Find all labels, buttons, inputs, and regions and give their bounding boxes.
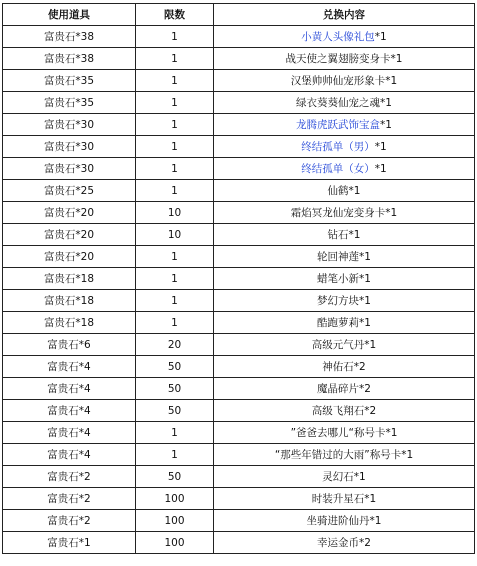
table-header-row <box>3 4 475 26</box>
limit-cell: 1 <box>136 48 214 70</box>
table-row <box>3 532 475 554</box>
table-row <box>3 422 475 444</box>
table-row <box>3 158 475 180</box>
table-row <box>3 400 475 422</box>
item-cell: 富贵石*30 <box>3 158 136 180</box>
reward-cell <box>214 136 475 158</box>
limit-cell: 1 <box>136 444 214 466</box>
reward-quantity: *1 <box>374 141 387 153</box>
limit-cell: 1 <box>136 114 214 136</box>
item-cell: 富贵石*30 <box>3 114 136 136</box>
reward-quantity: *1 <box>374 163 387 175</box>
table-row <box>3 70 475 92</box>
limit-cell: 1 <box>136 158 214 180</box>
table-row <box>3 488 475 510</box>
reward-cell: 幸运金币*2 <box>214 532 475 554</box>
table-row <box>3 356 475 378</box>
limit-cell: 1 <box>136 70 214 92</box>
limit-cell: 50 <box>136 400 214 422</box>
reward-cell: 仙鹤*1 <box>214 180 475 202</box>
table-row <box>3 92 475 114</box>
item-cell: 富贵石*18 <box>3 290 136 312</box>
item-cell: 富贵石*18 <box>3 268 136 290</box>
reward-cell: 高级元气丹*1 <box>214 334 475 356</box>
limit-cell: 1 <box>136 180 214 202</box>
reward-cell: 霜焰冥龙仙宠变身卡*1 <box>214 202 475 224</box>
reward-link[interactable]: 龙腾虎跃武饰宝盒 <box>296 119 381 131</box>
reward-quantity: *1 <box>380 119 392 131</box>
table-row <box>3 444 475 466</box>
item-cell: 富贵石*4 <box>3 378 136 400</box>
item-cell: 富贵石*2 <box>3 466 136 488</box>
reward-cell: 梦幻方块*1 <box>214 290 475 312</box>
item-cell: 富贵石*4 <box>3 444 136 466</box>
table-row <box>3 312 475 334</box>
limit-cell: 1 <box>136 246 214 268</box>
item-cell: 富贵石*4 <box>3 422 136 444</box>
table-row <box>3 180 475 202</box>
exchange-table <box>2 3 475 554</box>
item-cell: 富贵石*20 <box>3 224 136 246</box>
header-limit: 限数 <box>136 4 214 26</box>
table-row <box>3 224 475 246</box>
limit-cell: 1 <box>136 92 214 114</box>
reward-cell: 神佑石*2 <box>214 356 475 378</box>
item-cell: 富贵石*35 <box>3 70 136 92</box>
table-row <box>3 202 475 224</box>
item-cell: 富贵石*2 <box>3 488 136 510</box>
item-cell: 富贵石*4 <box>3 356 136 378</box>
reward-quantity: *1 <box>374 31 387 43</box>
reward-cell: 高级飞翔石*2 <box>214 400 475 422</box>
limit-cell: 1 <box>136 312 214 334</box>
table-row <box>3 510 475 532</box>
header-item: 使用道具 <box>3 4 136 26</box>
limit-cell: 50 <box>136 466 214 488</box>
item-cell: 富贵石*20 <box>3 246 136 268</box>
table-row <box>3 26 475 48</box>
reward-cell: 坐骑进阶仙丹*1 <box>214 510 475 532</box>
reward-cell: 汉堡帅帅仙宠形象卡*1 <box>214 70 475 92</box>
reward-cell: 蜡笔小新*1 <box>214 268 475 290</box>
table-body <box>3 26 475 554</box>
table-row <box>3 114 475 136</box>
limit-cell: 1 <box>136 422 214 444</box>
item-cell: 富贵石*25 <box>3 180 136 202</box>
reward-cell: 酷跑萝莉*1 <box>214 312 475 334</box>
limit-cell: 10 <box>136 202 214 224</box>
reward-cell: 灵幻石*1 <box>214 466 475 488</box>
reward-cell <box>214 158 475 180</box>
reward-cell <box>214 26 475 48</box>
item-cell: 富贵石*6 <box>3 334 136 356</box>
table-row <box>3 466 475 488</box>
item-cell: 富贵石*18 <box>3 312 136 334</box>
reward-cell: 轮回神莲*1 <box>214 246 475 268</box>
reward-link[interactable]: 终结孤单（女） <box>301 163 375 175</box>
reward-cell: 时装升星石*1 <box>214 488 475 510</box>
limit-cell: 100 <box>136 488 214 510</box>
limit-cell: 50 <box>136 356 214 378</box>
table-row <box>3 246 475 268</box>
limit-cell: 50 <box>136 378 214 400</box>
item-cell: 富贵石*38 <box>3 26 136 48</box>
table-row <box>3 268 475 290</box>
reward-cell: “那些年错过的大雨”称号卡*1 <box>214 444 475 466</box>
reward-cell: ”爸爸去哪儿“称号卡*1 <box>214 422 475 444</box>
item-cell: 富贵石*1 <box>3 532 136 554</box>
header-reward: 兑换内容 <box>214 4 475 26</box>
item-cell: 富贵石*38 <box>3 48 136 70</box>
reward-cell: 魔晶碎片*2 <box>214 378 475 400</box>
limit-cell: 1 <box>136 26 214 48</box>
item-cell: 富贵石*30 <box>3 136 136 158</box>
limit-cell: 100 <box>136 510 214 532</box>
table-row <box>3 334 475 356</box>
reward-link[interactable]: 小黄人头像礼包 <box>301 31 375 43</box>
limit-cell: 1 <box>136 136 214 158</box>
limit-cell: 10 <box>136 224 214 246</box>
limit-cell: 1 <box>136 290 214 312</box>
reward-link[interactable]: 终结孤单（男） <box>301 141 375 153</box>
reward-cell: 绿衣葵葵仙宠之魂*1 <box>214 92 475 114</box>
item-cell: 富贵石*4 <box>3 400 136 422</box>
limit-cell: 1 <box>136 268 214 290</box>
limit-cell: 100 <box>136 532 214 554</box>
limit-cell: 20 <box>136 334 214 356</box>
reward-cell <box>214 114 475 136</box>
table-row <box>3 290 475 312</box>
reward-cell: 战天使之翼翅膀变身卡*1 <box>214 48 475 70</box>
item-cell: 富贵石*2 <box>3 510 136 532</box>
item-cell: 富贵石*20 <box>3 202 136 224</box>
table-row <box>3 378 475 400</box>
exchange-table-container <box>2 3 475 554</box>
item-cell: 富贵石*35 <box>3 92 136 114</box>
table-row <box>3 136 475 158</box>
reward-cell: 钻石*1 <box>214 224 475 246</box>
table-row <box>3 48 475 70</box>
